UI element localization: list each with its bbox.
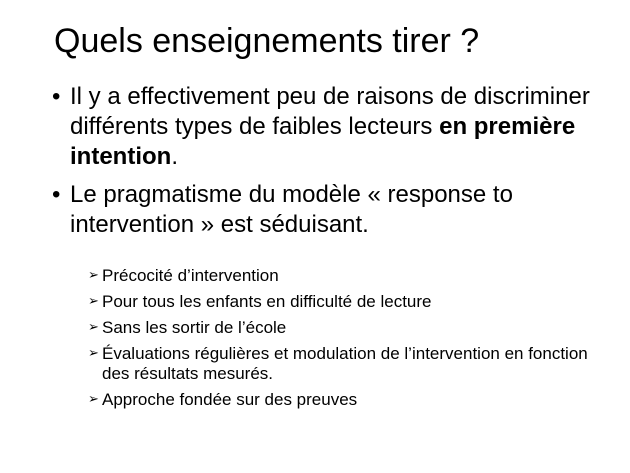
bullet-item (52, 180, 612, 240)
bullet-text: Le pragmatisme du modèle « response to intervention » est séduisant. (70, 181, 513, 238)
bullet-list (52, 82, 612, 248)
sub-bullet-item (88, 292, 618, 312)
bullet-item (52, 82, 612, 172)
sub-bullet-list (88, 266, 618, 416)
arrow-bullet-icon: ➢ (88, 268, 99, 283)
sub-bullet-item (88, 344, 618, 384)
bullet-dot-icon: • (52, 83, 61, 110)
bullet-dot-icon: • (52, 181, 61, 208)
arrow-bullet-icon: ➢ (88, 392, 99, 407)
sub-bullet-item (88, 318, 618, 338)
sub-bullet-text: Approche fondée sur des preuves (102, 390, 358, 409)
slide-title: Quels enseignements tirer ? (54, 22, 480, 60)
sub-bullet-item (88, 266, 618, 286)
sub-bullet-text: Évaluations régulières et modulation de l’intervention en fonction des résultats mesurés. (102, 344, 588, 383)
sub-bullet-item (88, 390, 618, 410)
bullet-text: Il y a effectivement peu de raisons de discriminer différents types de faibles lecteurs (70, 83, 590, 140)
sub-bullet-text: Sans les sortir de l’école (102, 318, 287, 337)
sub-bullet-text: Précocité d’intervention (102, 266, 279, 285)
sub-bullet-text: Pour tous les enfants en difficulté de lecture (102, 292, 432, 311)
arrow-bullet-icon: ➢ (88, 320, 99, 335)
arrow-bullet-icon: ➢ (88, 294, 99, 309)
bullet-bold-text: en première intention (70, 113, 576, 170)
arrow-bullet-icon: ➢ (88, 346, 99, 361)
bullet-text-end: . (171, 143, 178, 170)
